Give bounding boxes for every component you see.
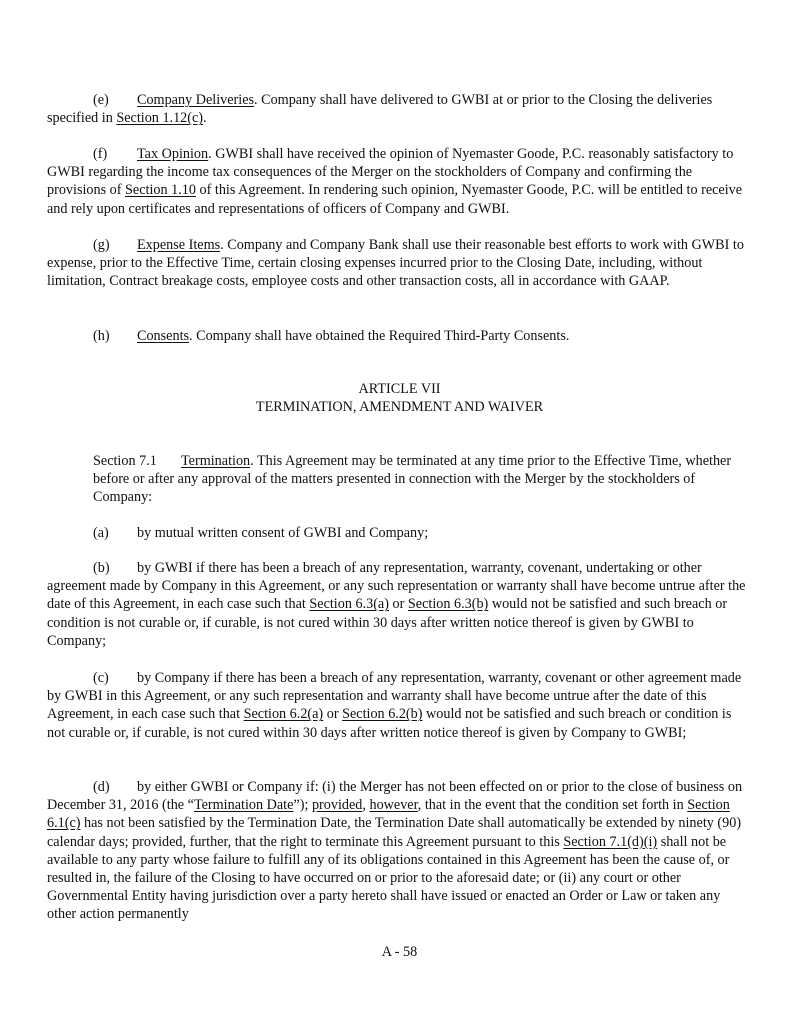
item-text: by either GWBI or Company if: (i) the Merger has not been effected on or prior to the close of business on December 31, 2016 (the “	[47, 779, 743, 814]
section-reference: Section 6.3(b)	[407, 596, 489, 613]
article-heading	[0, 380, 799, 416]
section-reference: Section 6.1(c)	[47, 797, 730, 832]
section-reference: Section 6.2(b)	[342, 706, 423, 723]
paragraph-text: . GWBI shall have received the opinion of Nyemaster Goode, P.C. reasonably satisfactory to GWBI regarding the income tax consequences of the Merger on the stockholders of Company and confirming the provisions of	[47, 146, 734, 199]
item-text: would not be satisfied and such breach or condition is not curable or, if curable, is not cured within 30 days after written notice thereof is given by Company to GWBI;	[47, 706, 732, 741]
proviso-term: provided	[311, 797, 363, 814]
item-label: (d)	[93, 779, 110, 795]
section-number: Section 7.1	[93, 453, 157, 469]
proviso-term: however	[369, 797, 418, 814]
paragraph-text: of this Agreement. In rendering such opinion, Nyemaster Goode, P.C. will be entitled to receive and rely upon certificates and representations of officers of Company and GWBI.	[47, 182, 743, 217]
item-b	[47, 559, 752, 650]
item-text: , that in the event that the condition set forth in	[417, 797, 688, 814]
section-text: . This Agreement may be terminated at any time prior to the Effective Time, whether before or after any approval of the matters presented in connection with the Merger by the stockholders of Company:	[93, 453, 732, 506]
paragraph-text: . Company shall have obtained the Required Third-Party Consents.	[189, 328, 570, 344]
paragraph-e	[47, 91, 752, 127]
item-text: by mutual written consent of GWBI and Company;	[137, 525, 429, 541]
paragraph-title: Consents	[137, 328, 190, 344]
paragraph-f	[47, 145, 752, 218]
paragraph-label: (g)	[93, 237, 110, 253]
item-text: shall not be available to any party whose failure to fulfill any of its obligations contained in this Agreement has been the cause of, or resulted in, the failure of the Closing to have occurred on or prior to the aforesaid date; or (ii) any court or other Governmental Entity having jurisdiction over a party hereto shall have issued or enacted an Order or Law or taken any other action permanently	[47, 833, 730, 923]
item-d	[47, 778, 752, 924]
item-text: or	[323, 706, 343, 723]
article-number: ARTICLE VII	[358, 381, 441, 397]
item-text: ,	[362, 797, 370, 814]
item-text: ”);	[293, 797, 312, 814]
paragraph-title: Company Deliveries	[137, 92, 255, 108]
section-reference: Section 1.12(c)	[116, 110, 204, 127]
paragraph-h	[47, 327, 752, 345]
section-reference: Section 6.3(a)	[309, 596, 389, 613]
section-reference: Section 1.10	[125, 182, 196, 199]
item-text: by Company if there has been a breach of any representation, warranty, covenant or other agreement made by GWBI in this Agreement, or any such representation and warranty shall have become untrue after the date of this Agreement, in each case such that	[47, 670, 742, 723]
paragraph-title: Tax Opinion	[137, 146, 209, 162]
article-title: TERMINATION, AMENDMENT AND WAIVER	[255, 399, 544, 416]
section-7-1	[93, 452, 753, 507]
item-label: (c)	[93, 670, 109, 686]
paragraph-title: Expense Items	[137, 237, 221, 253]
paragraph-text: .	[203, 110, 207, 127]
paragraph-g	[47, 236, 752, 291]
item-label: (b)	[93, 560, 110, 576]
item-c	[47, 669, 752, 742]
page-number: A - 58	[381, 944, 418, 960]
item-text: has not been satisfied by the Termination Date, the Termination Date shall automatically be extended by ninety (90) calendar days; provided, further, that the right to terminate this Agreement pursuant to this	[47, 815, 742, 850]
defined-term: Termination Date	[193, 797, 294, 814]
item-text: by GWBI if there has been a breach of any representation, warranty, covenant, undertaking or other agreement made by Company in this Agreement, or any such representation or warranty shall have become untrue after the date of this Agreement, in each case such that	[47, 560, 746, 613]
item-text: or	[388, 596, 408, 613]
item-label: (a)	[93, 525, 109, 541]
section-reference: Section 6.2(a)	[243, 706, 324, 723]
section-reference: Section 7.1(d)(i)	[563, 833, 658, 850]
paragraph-label: (f)	[93, 146, 108, 162]
paragraph-text: . Company shall have delivered to GWBI at or prior to the Closing the deliveries specified in	[47, 92, 713, 127]
section-title: Termination	[181, 453, 251, 469]
item-a	[47, 524, 752, 542]
paragraph-text: . Company and Company Bank shall use their reasonable best efforts to work with GWBI to expense, prior to the Effective Time, certain closing expenses incurred prior to the Closing Date, including, without limitation, Contract breakage costs, employee costs and other transaction costs, all in accordance with GAAP.	[47, 237, 744, 290]
paragraph-label: (h)	[93, 328, 110, 344]
paragraph-label: (e)	[93, 92, 109, 108]
item-text: would not be satisfied and such breach or condition is not curable or, if curable, is not cured within 30 days after written notice thereof is given by GWBI to Company;	[47, 596, 728, 649]
